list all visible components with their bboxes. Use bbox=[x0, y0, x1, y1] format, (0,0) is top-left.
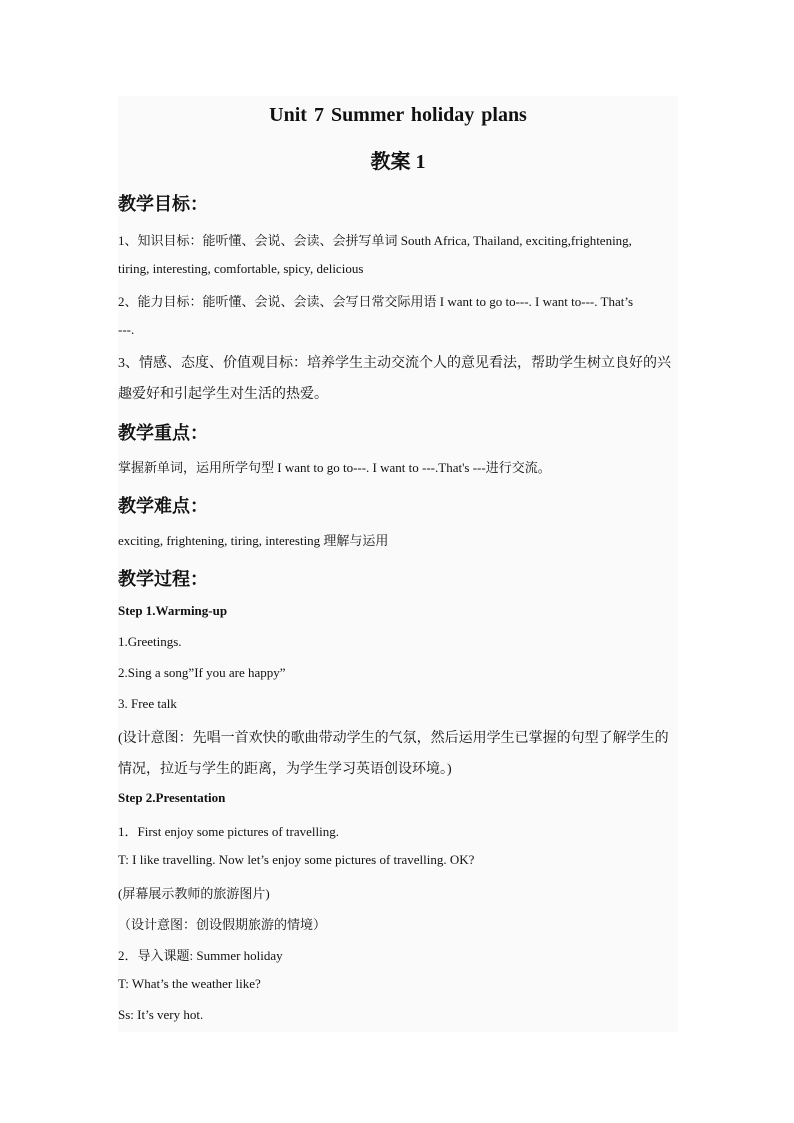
key-points-text: 掌握新单词，运用所学句型 I want to go to---. I want to ---.That's ---进行交流。 bbox=[118, 460, 551, 475]
objective-2-line2: ---. bbox=[118, 322, 135, 337]
key-points-heading: 教学重点： bbox=[118, 423, 208, 443]
step1-item-free-talk: 3. Free talk bbox=[118, 696, 177, 711]
document-subtitle: 教案 1 bbox=[370, 151, 426, 173]
document-title: Unit 7 Summer holiday plans bbox=[269, 104, 527, 126]
objective-1-line1: 1、知识目标：能听懂、会说、会读、会拼写单词 South Africa, Thailand, exciting,frightening, bbox=[118, 233, 632, 248]
step1-item-greetings: 1.Greetings. bbox=[118, 634, 182, 649]
step2-item-screen-note: (屏幕展示教师的旅游图片) bbox=[118, 886, 270, 901]
objective-2-line1: 2、能力目标：能听懂、会说、会读、会写日常交际用语 I want to go to---. I want to---. That’s bbox=[118, 294, 634, 309]
step2-item-pictures: 1．First enjoy some pictures of travelling. bbox=[118, 824, 339, 839]
objective-3-line2: 趣爱好和引起学生对生活的热爱。 bbox=[118, 387, 328, 402]
step2-item-teacher-line: T: I like travelling. Now let’s enjoy some pictures of travelling. OK? bbox=[118, 852, 475, 867]
objectives-heading: 教学目标： bbox=[118, 194, 208, 214]
process-heading: 教学过程： bbox=[118, 569, 208, 589]
difficulties-heading: 教学难点： bbox=[118, 496, 208, 516]
lesson-plan-body bbox=[118, 96, 678, 1032]
step1-heading: Step 1.Warming-up bbox=[118, 603, 228, 618]
step2-item-weather-question: T: What’s the weather like? bbox=[118, 976, 261, 991]
objective-1-line2: tiring, interesting, comfortable, spicy, delicious bbox=[118, 261, 364, 276]
step1-note-line1: (设计意图：先唱一首欢快的歌曲带动学生的气氛，然后运用学生已掌握的句型了解学生的 bbox=[118, 731, 669, 746]
step2-item-topic: 2．导入课题: Summer holiday bbox=[118, 948, 283, 963]
step1-item-song: 2.Sing a song”If you are happy” bbox=[118, 665, 286, 680]
difficulties-text: exciting, frightening, tiring, interesting 理解与运用 bbox=[118, 533, 389, 548]
objective-3-line1: 3、情感、态度、价值观目标：培养学生主动交流个人的意见看法，帮助学生树立良好的兴 bbox=[118, 356, 671, 371]
step1-note-line2: 情况，拉近与学生的距离，为学生学习英语创设环境。) bbox=[118, 762, 452, 777]
step2-item-weather-answer: Ss: It’s very hot. bbox=[118, 1007, 204, 1022]
step2-item-design-note: （设计意图：创设假期旅游的情境） bbox=[118, 917, 327, 932]
step2-heading: Step 2.Presentation bbox=[118, 790, 226, 805]
